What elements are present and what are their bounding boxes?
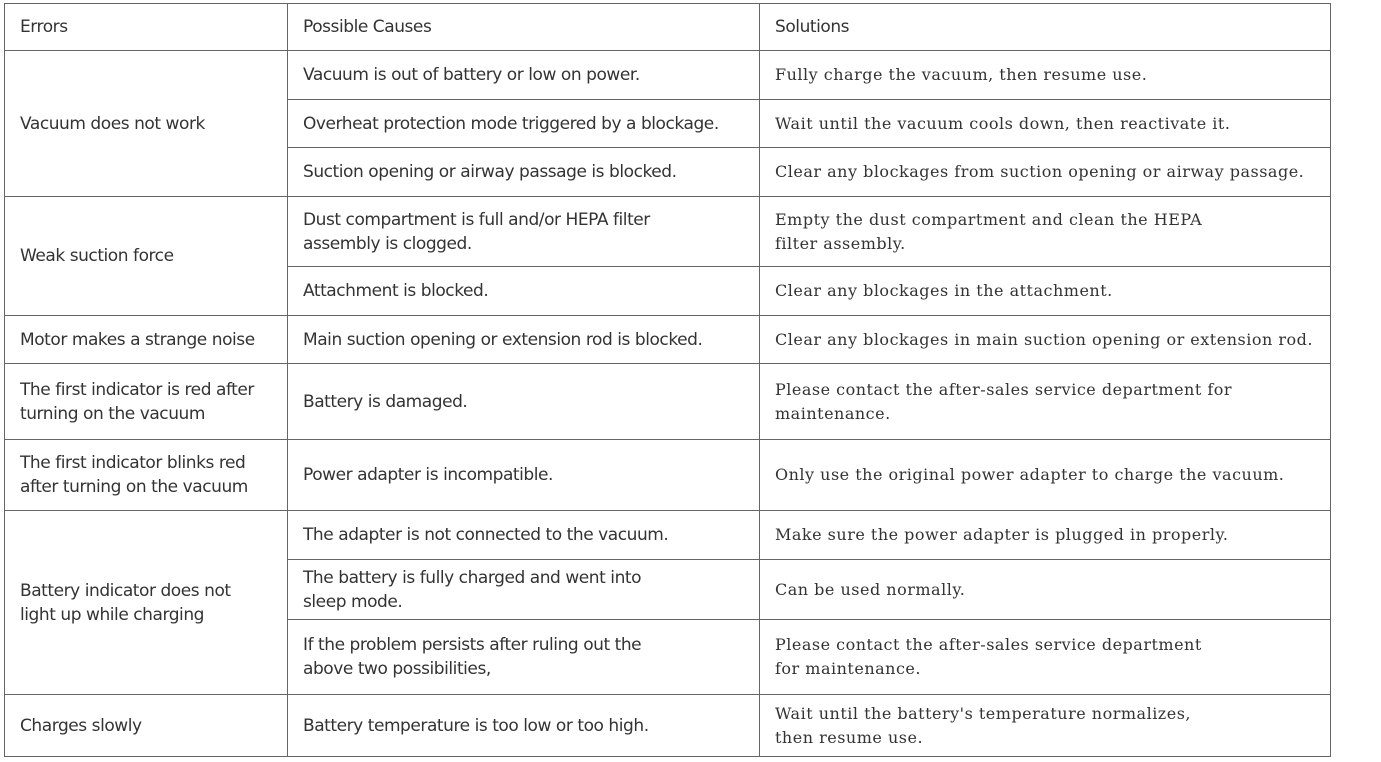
cause-text: Vacuum is out of battery or low on power.: [303, 65, 640, 85]
solution-cell: [760, 197, 1331, 267]
header-errors: Errors: [5, 4, 288, 51]
error-text: Vacuum does not work: [20, 113, 205, 134]
cause-cell: [288, 511, 760, 560]
cause-text: The adapter is not connected to the vacuum.: [303, 525, 669, 545]
solution-text: Please contact the after-sales service department for: [775, 379, 1233, 399]
cause-cell: [288, 560, 760, 620]
table-row: [5, 440, 1331, 511]
error-text: Weak suction force: [20, 246, 174, 266]
cause-text: assembly is clogged.: [303, 233, 472, 254]
solution-cell: [760, 511, 1331, 560]
solution-cell: [760, 560, 1331, 620]
error-cell: [5, 316, 288, 364]
solution-cell: [760, 440, 1331, 511]
cause-cell: [288, 197, 760, 267]
error-text: The first indicator blinks red: [20, 453, 246, 473]
solution-text: Clear any blockages in main suction opening or extension rod.: [775, 329, 1313, 349]
error-cell: [5, 364, 288, 440]
error-text: Battery indicator does not: [20, 580, 231, 601]
error-text: Charges slowly: [20, 715, 142, 736]
solution-text: for maintenance.: [775, 659, 921, 678]
solution-text: Clear any blockages from suction opening or airway passage.: [775, 162, 1305, 181]
solution-text: Make sure the power adapter is plugged in properly.: [775, 525, 1229, 544]
error-cell: [5, 511, 288, 695]
error-text: The first indicator is red after: [20, 379, 254, 400]
solution-cell: [760, 364, 1331, 440]
table-row: [5, 316, 1331, 364]
solution-text: then resume use.: [775, 727, 924, 747]
header-row: [5, 4, 1331, 51]
cause-text: Main suction opening or extension rod is blocked.: [303, 329, 703, 350]
cause-cell: [288, 440, 760, 511]
solution-cell: [760, 620, 1331, 695]
cause-text: Attachment is blocked.: [303, 281, 489, 301]
error-cell: [5, 197, 288, 316]
cause-cell: [288, 695, 760, 757]
solution-cell: [760, 316, 1331, 364]
cause-text: If the problem persists after ruling out the: [303, 635, 642, 655]
cause-text: Power adapter is incompatible.: [303, 465, 554, 485]
error-text: turning on the vacuum: [20, 403, 205, 424]
table-row: [5, 197, 1331, 267]
header-possible-causes: Possible Causes: [288, 4, 760, 51]
header-solutions: Solutions: [760, 4, 1331, 51]
solution-text: maintenance.: [775, 403, 891, 423]
cause-cell: [288, 148, 760, 197]
table-row: [5, 51, 1331, 100]
solution-text: Fully charge the vacuum, then resume use.: [775, 65, 1148, 84]
solution-text: Empty the dust compartment and clean the HEPA: [775, 209, 1203, 229]
solution-text: Please contact the after-sales service department: [775, 635, 1202, 654]
table-row: [5, 695, 1331, 757]
cause-cell: [288, 100, 760, 148]
cause-cell: [288, 620, 760, 695]
cause-cell: [288, 364, 760, 440]
cause-text: Suction opening or airway passage is blocked.: [303, 162, 677, 182]
error-text: Motor makes a strange noise: [20, 329, 255, 350]
solution-text: Can be used normally.: [775, 579, 966, 599]
troubleshooting-table: [4, 3, 1331, 757]
error-cell: [5, 695, 288, 757]
solution-cell: [760, 695, 1331, 757]
cause-cell: [288, 267, 760, 316]
solution-cell: [760, 51, 1331, 100]
table-row: [5, 511, 1331, 560]
solution-text: Wait until the vacuum cools down, then reactivate it.: [775, 113, 1231, 133]
solution-text: Wait until the battery's temperature normalizes,: [775, 703, 1191, 723]
cause-cell: [288, 316, 760, 364]
solution-cell: [760, 100, 1331, 148]
cause-text: Dust compartment is full and/or HEPA filter: [303, 209, 650, 230]
solution-text: filter assembly.: [775, 233, 906, 253]
solution-cell: [760, 148, 1331, 197]
table-row: [5, 364, 1331, 440]
cause-text: sleep mode.: [303, 591, 403, 612]
cause-text: Battery is damaged.: [303, 391, 468, 412]
solution-text: Only use the original power adapter to charge the vacuum.: [775, 465, 1285, 484]
error-text: light up while charging: [20, 604, 204, 625]
solution-cell: [760, 267, 1331, 316]
error-cell: [5, 51, 288, 197]
cause-text: The battery is fully charged and went into: [303, 567, 642, 588]
cause-text: above two possibilities,: [303, 659, 491, 679]
cause-text: Battery temperature is too low or too high.: [303, 715, 649, 736]
error-cell: [5, 440, 288, 511]
error-text: after turning on the vacuum: [20, 477, 248, 497]
solution-text: Clear any blockages in the attachment.: [775, 281, 1113, 300]
cause-cell: [288, 51, 760, 100]
cause-text: Overheat protection mode triggered by a blockage.: [303, 113, 719, 134]
